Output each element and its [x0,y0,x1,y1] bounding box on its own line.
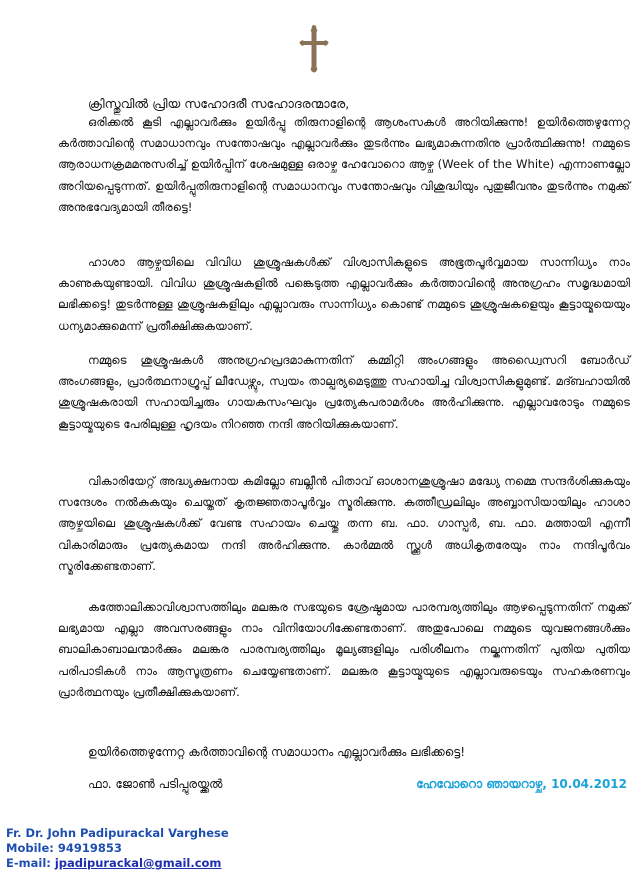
contact-email-link[interactable]: jpadipurackal@gmail.com [54,856,222,870]
paragraph-tradition-formation: കത്തോലിക്കാവിശ്വാസത്തിലും മലങ്കര സഭയുടെ ശ്രേഷ്ഠമായ പാരമ്പര്യത്തിലും ആഴപ്പെടുന്നതിന് നമുക്ക് ലഭ്യമായ എല്ലാ അവസരങ്ങളും നാം വിനിയോഗിക്കേണ്ടതാണ്. അതുപോലെ നമ്മുടെ യുവജനങ്ങൾക്കും ബാലികാബാലന്മാർക്കും മലങ്കര പാരമ്പര്യത്തിലും മൂല്യങ്ങളിലും പരിശീലനം നല്കുന്നതിന് പുതിയ പുതിയ പരിപാടികൾ നാം ആസൂത്രണം ചെയ്യേണ്ടതാണ്. മലങ്കര കൂട്ടായ്മയുടെ എല്ലാവരുടെയും സഹകരണവും പ്രാർത്ഥനയും പ്രതീക്ഷിക്കുകയാണ്. [58,600,630,699]
cross-icon [297,24,331,74]
paragraph-holy-week-participation: ഹാശാ ആഴ്ചയിലെ വിവിധ ശുശ്രൂഷകൾക്ക് വിശ്വാസികളുടെ അഭൂതപൂർവ്വമായ സാന്നിധ്യം നാം കാണുകയുണ്ടായി. വിവിധ ശുശ്രൂഷകളിൽ പങ്കെടുത്ത എല്ലാവർക്കും കർത്താവിന്റെ അനുഗ്രഹം സമൃദ്ധമായി ലഭിക്കട്ടെ! തുടർന്നുള്ള ശുശ്രൂഷകളിലും എല്ലാവരും സാന്നിധ്യം കൊണ്ട് നമ്മുടെ ശുശ്രൂഷകളെയും കൂട്ടായ്മയെയും ധന്യമാക്കുമെന്ന് പ്രതീക്ഷിക്കുകയാണ്. [58,255,630,333]
dateline: ഹേവോറൊ ഞായറാഴ്ച, 10.04.2012 [416,777,627,791]
salutation: ക്രിസ്തുവിൽ പ്രിയ സഹോദരീ സഹോദരന്മാരേ, [88,96,350,111]
contact-block [6,826,229,871]
paragraph-bishop-visit: വികാരിയേറ്റ് അദ്ധ്യക്ഷനായ കമില്ലോ ബല്ലീൻ പിതാവ് ഓശാനശുശ്രൂഷാ മദ്ധ്യേ നമ്മെ സന്ദർശിക്കുകയും സന്ദേശം നൽകുകയും ചെയ്തത് കൃതജ്ഞതാപൂർവ്വം സ്മരിക്കുന്നു. കത്തീഡ്രലിലും അബ്ബാസിയായിലും ഹാശാ ആഴ്ചയിലെ ശുശ്രൂഷകൾക്ക് വേണ്ട സഹായം ചെയ്തു തന്ന ബ. ഫാ. ഗാസ്പർ, ബ. ഫാ. മത്തായി എന്നീ വികാരിമാരും പ്രത്യേകമായ നന്ദി അർഹിക്കുന്നു. കാർമ്മൽ സ്ക്കൂൾ അധികൃതരേയും നാം നന്ദിപൂർവം സ്മരിക്കേണ്ടതാണ്. [58,474,630,573]
signature-name: ഫാ. ജോൺ പടിപ്പുരയ്ക്കൽ [88,777,223,791]
closing-blessing: ഉയിർത്തെഴുന്നേറ്റ കർത്താവിന്റെ സമാധാനം എല്ലാവർക്കും ലഭിക്കട്ടെ! [88,745,466,759]
paragraph-easter-greetings: ഒരിക്കൽ കൂടി എല്ലാവർക്കും ഉയിർപ്പു തിരുനാളിന്റെ ആശംസകൾ അറിയിക്കുന്നു! ഉയിർത്തെഴുന്നേറ്റ കർത്താവിന്റെ സമാധാനവും സന്തോഷവും എല്ലാവർക്കും തുടർന്നും ലഭ്യമാകുന്നതിനു പ്രാർത്ഥിക്കുന്നു! നമ്മുടെ ആരാധനക്രമമനുസരിച്ച് ഉയിർപ്പിന് ശേഷമുള്ള ഒരാഴ്ച ഹേവോറൊ ആഴ്ച (Week of the White) എന്നാണല്ലോ അറിയപ്പെടുന്നത്. ഉയിർപ്പുതിരുനാളിന്റെ സമാധാനവും സന്തോഷവും വിശുദ്ധിയും പുതുജീവനും തുടർന്നും നമുക്ക് അനുഭവേദ്യമായി തീരട്ടെ! [58,115,630,214]
contact-email-label: E-mail: [6,856,55,870]
contact-email-row [6,856,229,871]
contact-name: Fr. Dr. John Padipurackal Varghese [6,826,229,840]
contact-mobile: Mobile: 94919853 [6,841,122,855]
paragraph-thanks-volunteers: നമ്മുടെ ശുശ്രൂഷകൾ അനുഗ്രഹപ്രദമാകുന്നതിന് കമ്മിറ്റി അംഗങ്ങളും അഡ്വൈസറി ബോർഡ് അംഗങ്ങളും, പ്രാർത്ഥനാഗ്രൂപ്പ് ലീഡേഴ്സും, സ്വയം താല്പര്യമെടുത്തു സഹായിച്ച വിശ്വാസികളുമുണ്ട്. മദ്ബഹായിൽ ശുശ്രൂഷകരായി സഹായിച്ചരും ഗായകസംഘവും പ്രത്യേകപരാമർശം അർഹിക്കുന്നു. എല്ലാവരോടും നമ്മുടെ കൂട്ടായ്മയുടെ പേരിലുള്ള ഹൃദയം നിറഞ്ഞ നന്ദി അറിയിക്കുകയാണ്. [58,353,630,431]
